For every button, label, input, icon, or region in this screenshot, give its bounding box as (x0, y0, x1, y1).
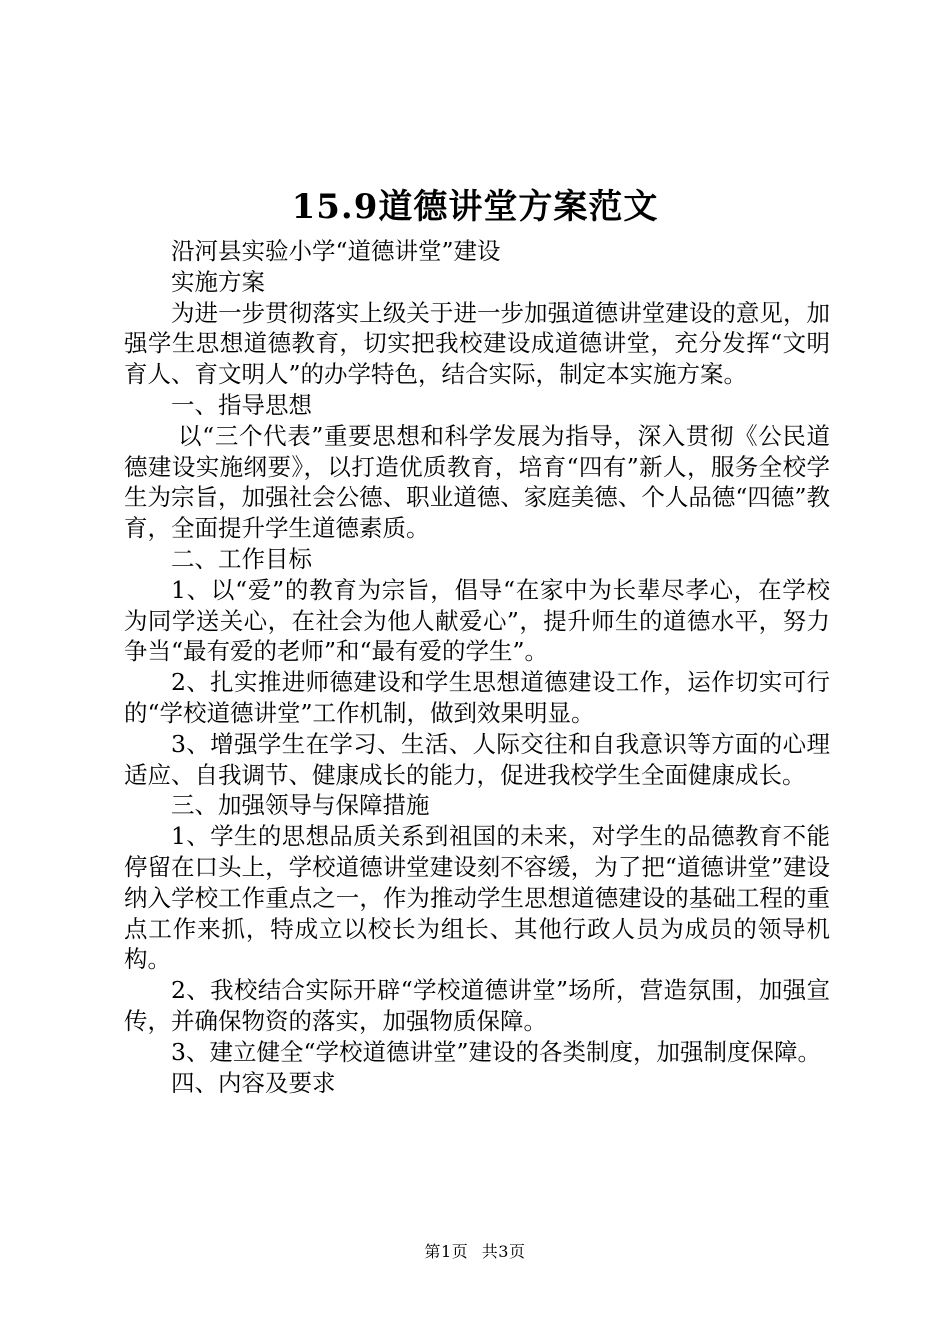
paragraph-goal-1: 1、以“爱”的教育为宗旨，倡导“在家中为长辈尽孝心，在学校为同学送关心，在社会为他人献爱心”，提升师生的道德水平，努力争当“最有爱的老师”和“最有爱的学生”。 (124, 575, 830, 666)
document-body (124, 236, 830, 1098)
subtitle-school: 沿河县实验小学“道德讲堂”建设 (171, 237, 501, 265)
page-footer (0, 1240, 950, 1264)
page-number: 第1页 (424, 1242, 469, 1261)
paragraph-goal-2: 2、扎实推进师德建设和学生思想道德建设工作，运作切实可行的“学校道德讲堂”工作机制，做到效果明显。 (124, 668, 830, 727)
section-heading-4: 四、内容及要求 (171, 1068, 336, 1097)
paragraph-intro: 为进一步贯彻落实上级关于进一步加强道德讲堂建设的意见，加强学生思想道德教育，切实把我校建设成道德讲堂，充分发挥“文明育人、育文明人”的办学特色，结合实际，制定本实施方案。 (124, 298, 830, 389)
paragraph-goal-3: 3、增强学生在学习、生活、人际交往和自我意识等方面的心理适应、自我调节、健康成长的能力，促进我校学生全面健康成长。 (124, 729, 830, 789)
section-heading-2: 二、工作目标 (171, 544, 312, 573)
paragraph-measure-3: 3、建立健全“学校道德讲堂”建设的各类制度，加强制度保障。 (171, 1037, 821, 1066)
paragraph-guiding-thought: 以“三个代表”重要思想和科学发展为指导，深入贯彻《公民道德建设实施纲要》，以打造优质教育，培育“四有”新人，服务全校学生为宗旨，加强社会公德、职业道德、家庭美德、个人品德“四德”教育，全面提升学生道德素质。 (124, 421, 830, 543)
subtitle-plan: 实施方案 (171, 267, 265, 296)
document-title: 15.9道德讲堂方案范文 (291, 187, 659, 227)
page-total: 共3页 (481, 1242, 526, 1261)
section-heading-1: 一、指导思想 (171, 390, 312, 419)
paragraph-measure-2: 2、我校结合实际开辟“学校道德讲堂”场所，营造氛围，加强宣传，并确保物资的落实，加强物质保障。 (124, 976, 830, 1035)
paragraph-measure-1: 1、学生的思想品质关系到祖国的未来，对学生的品德教育不能停留在口头上，学校道德讲堂建设刻不容缓，为了把“道德讲堂”建设纳入学校工作重点之一，作为推动学生思想道德建设的基础工程的重点工作来抓，特成立以校长为组长、其他行政人员为成员的领导机构。 (124, 822, 830, 974)
section-heading-3: 三、加强领导与保障措施 (171, 791, 430, 820)
